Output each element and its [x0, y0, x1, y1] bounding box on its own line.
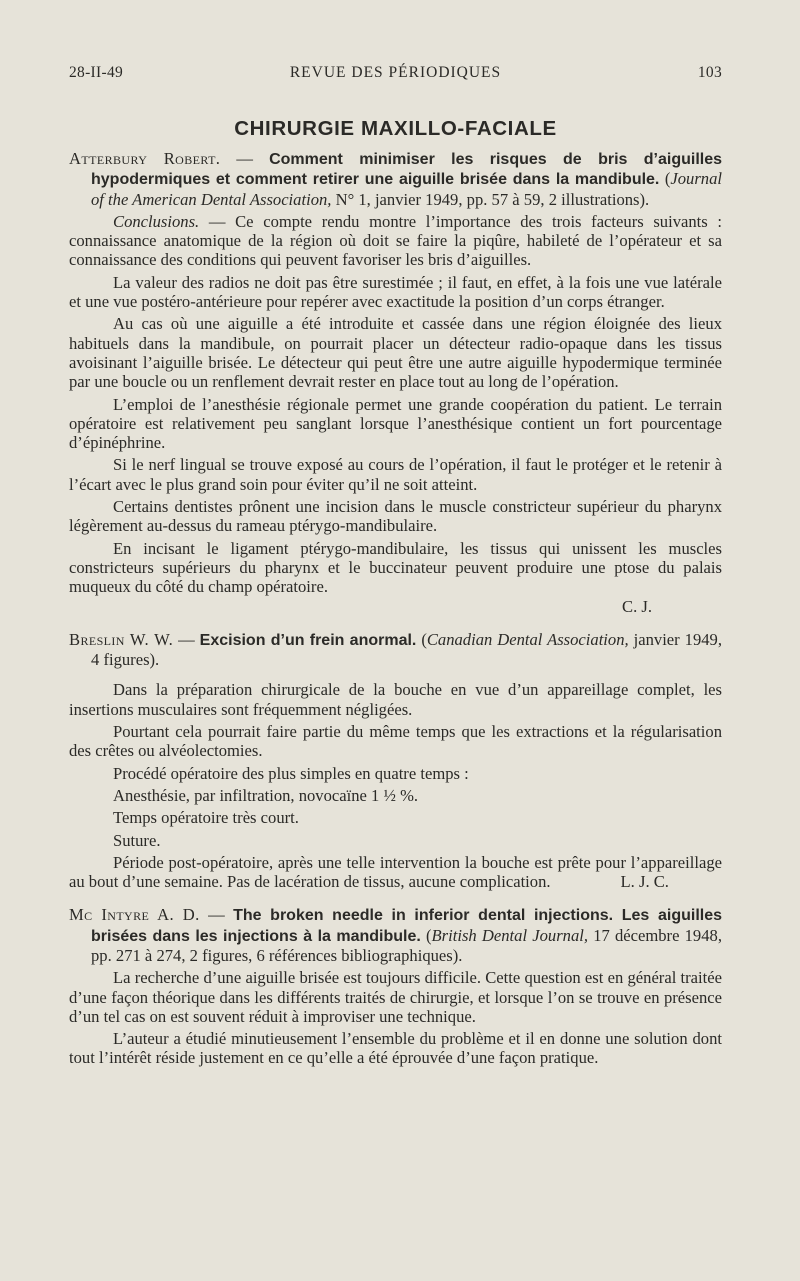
body-paragraph: La recherche d’une aiguille brisée est toujours difficile. Cette question est en général traitée d’une façon théorique dans les différents traités de chirurgie, et lorsque l’on se trouve en présence d’un tel cas on est souvent réduit à improviser une technique.	[69, 968, 722, 1026]
source-details: 17 décembre 1948, pp. 271 à 274, 2 figures, 6 références bibliographiques).	[91, 925, 722, 965]
article-title: Excision d’un frein anormal.	[199, 631, 417, 649]
source-details: N° 1, janvier 1949, pp. 57 à 59, 2 illustrations).	[331, 189, 650, 209]
conclusions-label: Conclusions.	[113, 211, 200, 231]
article-author: Mc Intyre A. D.	[69, 905, 200, 925]
body-line: Temps opératoire très court.	[113, 808, 299, 828]
article-title: Comment minimiser les risques de bris d’aiguilles hypodermiques et comment retirer une aiguille brisée dans la mandibule.	[91, 151, 723, 189]
source-journal: Canadian Dental Association,	[426, 629, 629, 649]
body-paragraph: Dans la préparation chirurgicale de la bouche en vue d’un appareillage complet, les insertions musculaires sont fréquemment négligées.	[69, 680, 722, 719]
body-line: Suture.	[113, 830, 161, 850]
section-title: CHIRURGIE MAXILLO-FACIALE	[234, 117, 557, 140]
body-paragraph: Pourtant cela pourrait faire partie du même temps que les extractions et la régularisation des crêtes ou alvéolectomies.	[69, 722, 722, 761]
body-line: Anesthésie, par infiltration, novocaïne 1 ½ %.	[113, 785, 419, 805]
body-line: Procédé opératoire des plus simples en quatre temps :	[113, 763, 469, 783]
article-mcintyre	[69, 905, 722, 1067]
source-open: (	[420, 925, 432, 945]
article-breslin	[69, 630, 722, 892]
article-citation	[69, 905, 722, 965]
body-paragraph: L’emploi de l’anesthésie régionale permet une grande coopération du patient. Le terrain opératoire est relativement peu sanglant lorsque l’anesthésique contient un fort pourcentage d’épinéphrine.	[69, 394, 722, 453]
article-citation	[69, 630, 722, 670]
body-paragraph-last	[69, 853, 722, 892]
article-signature: L. J. C.	[620, 872, 669, 892]
body-paragraph: La valeur des radios ne doit pas être surestimée ; il faut, en effet, à la fois une vue latérale et une vue postéro-antérieure pour repérer avec exactitude la position d’un corps étranger.	[69, 272, 722, 312]
source-open: (	[416, 629, 427, 649]
page-number: 103	[697, 64, 722, 81]
citation-dash: —	[199, 905, 234, 925]
header-date: 28-II-49	[69, 64, 124, 81]
source-journal: British Dental Journal,	[431, 925, 589, 945]
article-atterbury	[69, 149, 722, 616]
page-content	[69, 117, 722, 1068]
body-paragraph: Si le nerf lingual se trouve exposé au cours de l’opération, il faut le protéger et le retenir à l’écart avec le plus grand soin pour éviter qu’il ne soit atteint.	[69, 455, 722, 494]
body-paragraph: L’auteur a étudié minutieusement l’ensemble du problème et il en donne une solution dont tout l’intérêt réside justement en ce qu’elle a été éprouvée d’une façon pratique.	[69, 1029, 722, 1068]
conclusions-text: — Ce compte rendu montre l’importance des trois facteurs suivants : connaissance anatomique de la région où doit se faire la piqûre, habileté de l’opérateur et sa connaissance des conditions qui peuvent favoriser les bris d’aiguilles.	[69, 211, 722, 270]
source-open: (	[659, 169, 671, 189]
body-paragraph: Certains dentistes prônent une incision dans le muscle constricteur supérieur du pharynx légèrement au-dessus du rameau ptérygo-mandibulaire.	[69, 497, 722, 536]
article-signature: C. J.	[622, 596, 652, 616]
last-paragraph-text: Période post-opératoire, après une telle intervention la bouche est prête pour l’appareillage au bout d’une semaine. Pas de lacération de tissus, aucune complication.	[69, 852, 722, 892]
source-journal: Journal of the American Dental Association,	[91, 169, 722, 209]
article-author: Atterbury Robert.	[69, 149, 221, 168]
conclusions-paragraph	[69, 212, 722, 270]
article-author: Breslin W. W.	[69, 629, 174, 649]
citation-dash: —	[220, 149, 270, 168]
body-paragraph: Au cas où une aiguille a été introduite et cassée dans une région éloignée des lieux habituels dans la mandibule, on pourrait placer un détecteur radio-opaque dans les tissus avoisinant l’aiguille brisée. Le détecteur qui peut être une autre aiguille hypodermique terminée par une boucle ou un renflement devrait rester en place tout au long de l’opération.	[69, 314, 722, 392]
source-details: janvier 1949, 4 figures).	[91, 629, 722, 670]
body-paragraph: En incisant le ligament ptérygo-mandibulaire, les tissus qui unissent les muscles constricteurs supérieurs du pharynx et le buccinateur peuvent produire une ptose du palais muqueux du côté du champ opératoire.	[69, 538, 722, 597]
article-title: The broken needle in inferior dental injections. Les aiguilles brisées dans les injections à la mandibule.	[91, 907, 723, 945]
header-journal-title: REVUE DES PÉRIODIQUES	[289, 64, 502, 81]
citation-dash: —	[173, 629, 200, 649]
article-citation	[69, 149, 722, 209]
